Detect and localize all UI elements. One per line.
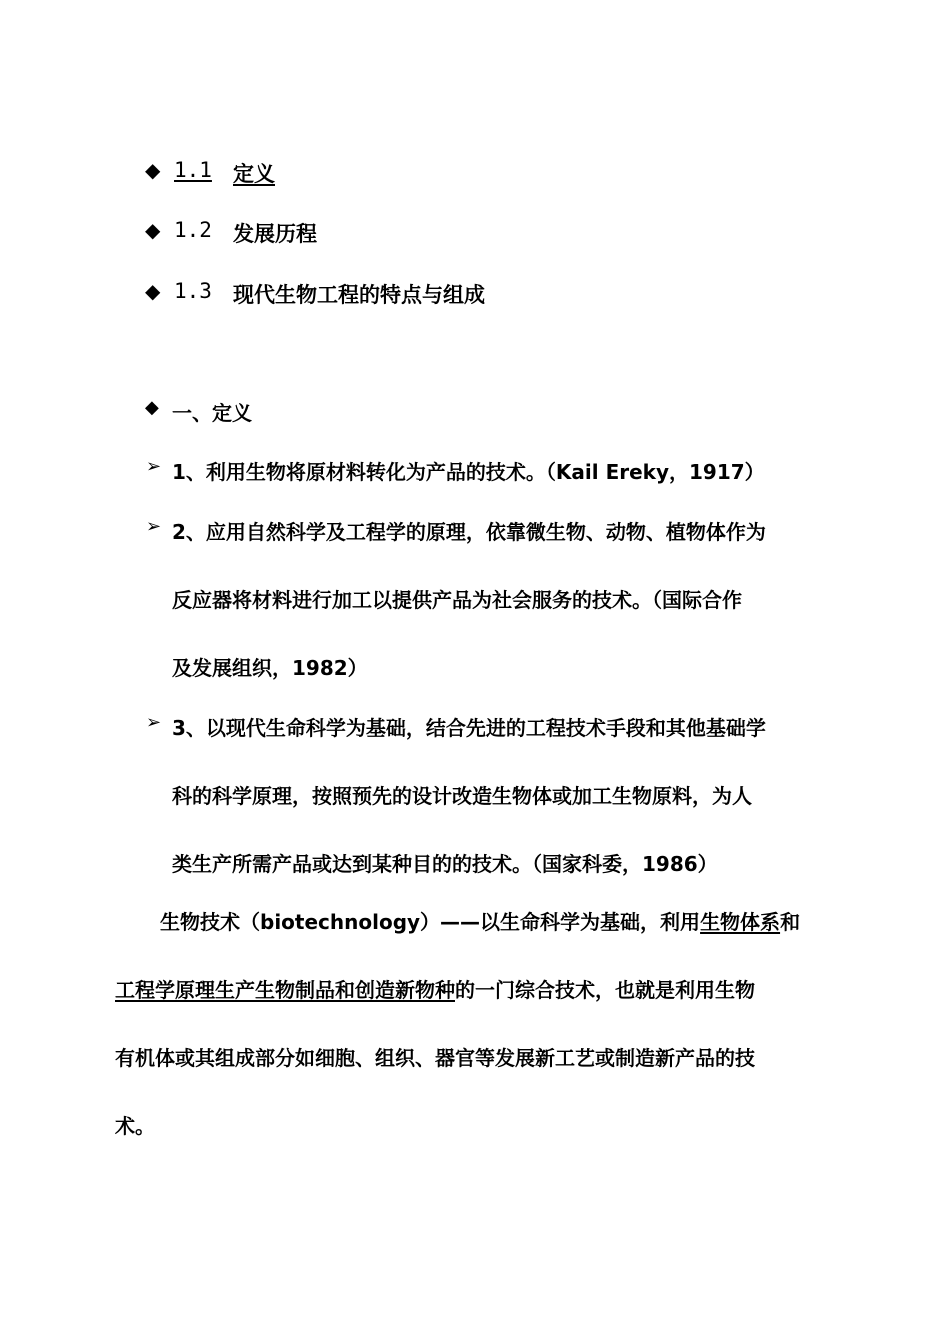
diamond-bullet-icon: ◆ bbox=[145, 279, 161, 303]
toc-number: 1.2 bbox=[174, 218, 212, 242]
definition-line: 科的科学原理，按照预先的设计改造生物体或加工生物原料，为人 bbox=[172, 784, 752, 808]
arrow-bullet-icon: ➢ bbox=[146, 712, 162, 733]
definition-line: 3、以现代生命科学为基础，结合先进的工程技术手段和其他基础学 bbox=[172, 716, 766, 740]
underlined-term: 生物体系 bbox=[700, 910, 781, 934]
toc-number: 1.1 bbox=[174, 158, 212, 182]
diamond-bullet-icon: ◆ bbox=[145, 218, 161, 242]
paragraph-text: 的一门综合技术，也就是利用生物 bbox=[455, 978, 755, 1002]
paragraph-text: 术。 bbox=[115, 1114, 155, 1138]
paragraph-text: 和 bbox=[780, 910, 801, 934]
diamond-bullet-icon: ◆ bbox=[145, 397, 159, 418]
arrow-bullet-icon: ➢ bbox=[146, 516, 162, 537]
paragraph-text: 有机体或其组成部分如细胞、组织、器官等发展新工艺或制造新产品的技 bbox=[115, 1046, 755, 1070]
toc-title: 定义 bbox=[233, 162, 275, 186]
arrow-bullet-icon: ➢ bbox=[146, 456, 162, 477]
paragraph-line-4 bbox=[115, 1110, 155, 1139]
diamond-bullet-icon: ◆ bbox=[145, 158, 161, 182]
toc-number: 1.3 bbox=[174, 279, 212, 303]
definition-line: 类生产所需产品或达到某种目的的技术。（国家科委，1986） bbox=[172, 852, 718, 876]
underlined-term: 工程学原理生产生物制品和创造新物种 bbox=[115, 978, 455, 1002]
paragraph-line-3 bbox=[115, 1042, 755, 1071]
section-heading-text: 一、定义 bbox=[172, 401, 252, 425]
paragraph-text: 生物技术（biotechnology）——以生命科学为基础，利用 bbox=[160, 910, 701, 934]
definition-line: 1、利用生物将原材料转化为产品的技术。（Kail Ereky，1917） bbox=[172, 460, 765, 484]
toc-title: 现代生物工程的特点与组成 bbox=[233, 283, 485, 307]
definition-line: 2、应用自然科学及工程学的原理，依靠微生物、动物、植物体作为 bbox=[172, 520, 766, 544]
paragraph-line-1 bbox=[160, 906, 800, 935]
toc-title: 发展历程 bbox=[233, 222, 317, 246]
paragraph-line-2 bbox=[115, 974, 755, 1003]
definition-line: 及发展组织，1982） bbox=[172, 656, 368, 680]
definition-line: 反应器将材料进行加工以提供产品为社会服务的技术。（国际合作 bbox=[172, 588, 742, 612]
